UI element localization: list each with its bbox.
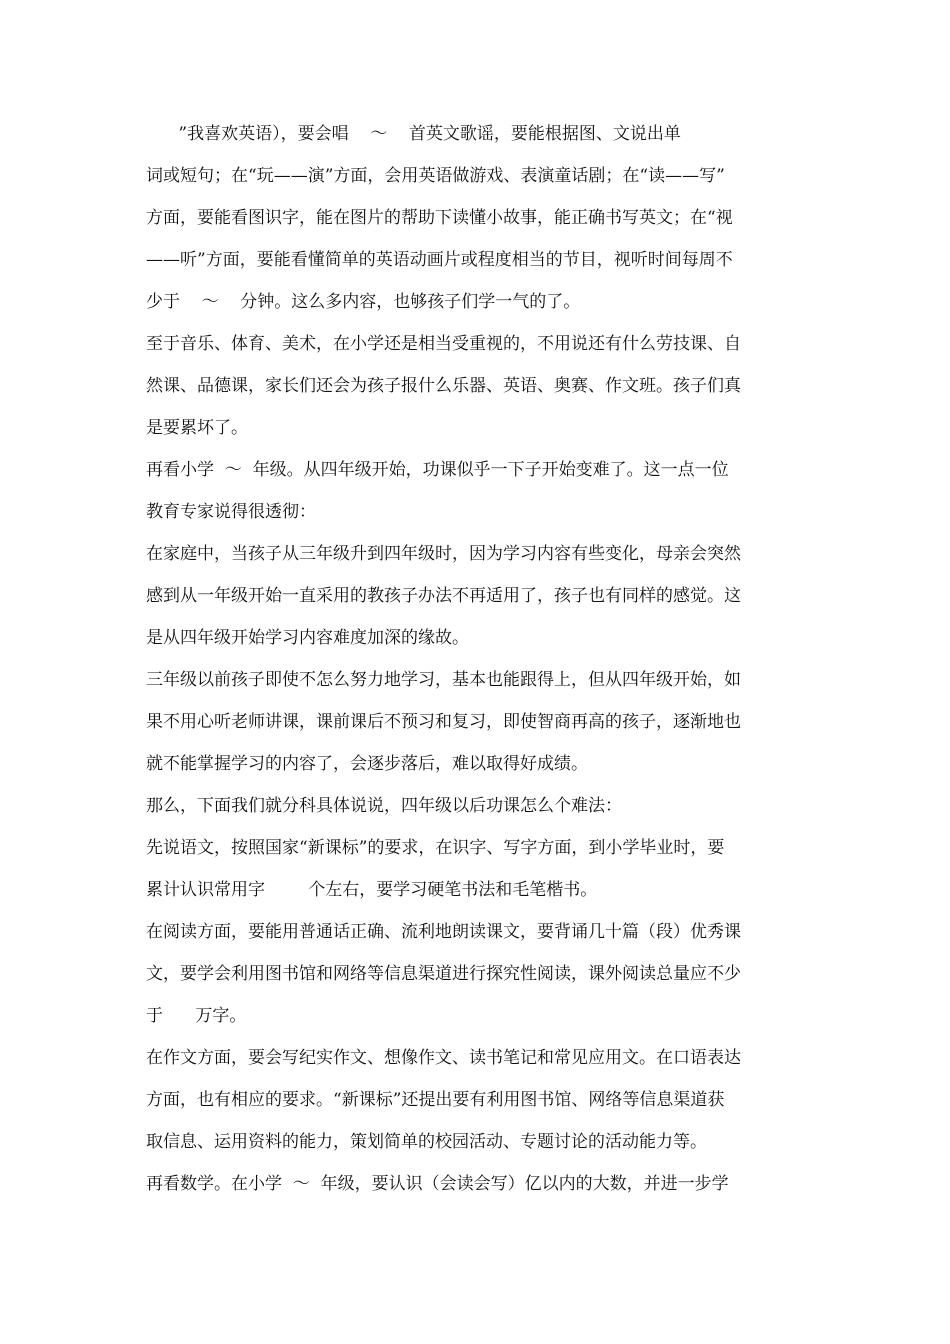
text-line: 在阅读方面，要能用普通话正确、流利地朗读课文，要背诵几十篇（段）优秀课 (146, 922, 741, 942)
text-line: 在家庭中，当孩子从三年级升到四年级时，因为学习内容有些变化，母亲会突然 (146, 544, 741, 564)
text-line: 是要累坏了。 (146, 418, 248, 438)
text-line: 就不能掌握学习的内容了，会逐步落后，难以取得好成绩。 (146, 754, 588, 774)
paragraph-reading (146, 911, 816, 1037)
paragraph-math (146, 1163, 816, 1205)
text-line: 三年级以前孩子即使不怎么努力地学习，基本也能跟得上，但从四年级开始，如 (146, 670, 741, 690)
text-line: 文，要学会利用图书馆和网络等信息渠道进行探究性阅读，课外阅读总量应不少 (146, 964, 741, 984)
paragraph-writing (146, 1037, 816, 1163)
text-line: 那么，下面我们就分科具体说说，四年级以后功课怎么个难法： (146, 796, 622, 816)
text-line: 是从四年级开始学习内容难度加深的缘故。 (146, 628, 469, 648)
paragraph-grade-four-intro (146, 449, 816, 533)
text-line: ”我喜欢英语），要会唱 ～ 首英文歌谣，要能根据图、文说出单 (146, 124, 681, 144)
text-line: 然课、品德课，家长们还会为孩子报什么乐器、英语、奥赛、作文班。孩子们真 (146, 376, 741, 396)
text-line: 教育专家说得很透彻： (146, 502, 316, 522)
text-line: 于 万字。 (146, 1006, 247, 1026)
text-line: 累计认识常用字 个左右，要学习硬笔书法和毛笔楷书。 (146, 880, 598, 900)
document-body (146, 113, 816, 1205)
paragraph-chinese-literacy (146, 827, 816, 911)
text-line: 再看小学 ～ 年级。从四年级开始，功课似乎一下子开始变难了。这一点一位 (146, 460, 729, 480)
text-line: 感到从一年级开始一直采用的教孩子办法不再适用了，孩子也有同样的感觉。这 (146, 586, 741, 606)
paragraph-music-sports-art (146, 323, 816, 449)
text-line: 再看数学。在小学 ～ 年级，要认识（会读会写）亿以内的大数，并进一步学 (146, 1174, 729, 1194)
paragraph-family-change (146, 533, 816, 659)
text-line: 方面，要能看图识字，能在图片的帮助下读懂小故事，能正确书写英文；在“视 (146, 208, 733, 228)
text-line: 方面，也有相应的要求。“新课标”还提出要有利用图书馆、网络等信息渠道获 (146, 1090, 725, 1110)
paragraph-before-grade-three (146, 659, 816, 785)
text-line: ——听”方面，要能看懂简单的英语动画片或程度相当的节目，视听时间每周不 (146, 250, 733, 270)
text-line: 至于音乐、体育、美术，在小学还是相当受重视的，不用说还有什么劳技课、自 (146, 334, 741, 354)
text-line: 词或短句；在“玩——演”方面，会用英语做游戏、表演童话剧；在“读——写” (146, 166, 725, 186)
text-line: 少于 ～ 分钟。这么多内容，也够孩子们学一气的了。 (146, 292, 581, 312)
text-line: 在作文方面，要会写纪实作文、想像作文、读书笔记和常见应用文。在口语表达 (146, 1048, 741, 1068)
text-line: 取信息、运用资料的能力，策划简单的校园活动、专题讨论的活动能力等。 (146, 1132, 707, 1152)
text-line: 先说语文，按照国家“新课标”的要求，在识字、写字方面，到小学毕业时，要 (146, 838, 725, 858)
paragraph-english-requirements (146, 113, 816, 323)
text-line: 果不用心听老师讲课，课前课后不预习和复习，即使智商再高的孩子，逐渐地也 (146, 712, 741, 732)
paragraph-subject-intro (146, 785, 816, 827)
